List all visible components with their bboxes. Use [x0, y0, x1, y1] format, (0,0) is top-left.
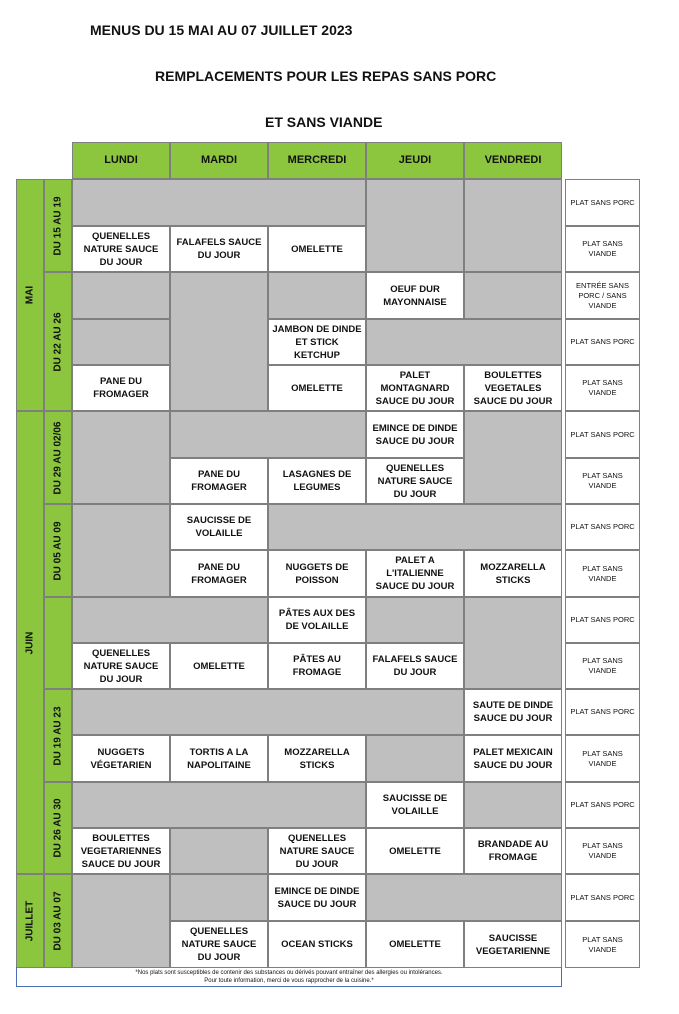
row-label: PLAT SANS PORC	[565, 597, 640, 643]
dish-cell: SAUTE DE DINDE SAUCE DU JOUR	[464, 689, 562, 735]
menu-title: MENUS DU 15 MAI AU 07 JUILLET 2023	[90, 22, 353, 38]
row-label: PLAT SANS PORC	[565, 179, 640, 226]
dish-cell: PALET MEXICAIN SAUCE DU JOUR	[464, 735, 562, 782]
empty-cell	[464, 597, 562, 689]
dish-cell: OMELETTE	[268, 365, 366, 411]
week-label: DU 19 AU 23	[44, 689, 72, 782]
empty-cell	[72, 597, 268, 643]
week-label-empty	[44, 597, 72, 689]
dish-cell: OCEAN STICKS	[268, 921, 366, 968]
row-label: PLAT SANS VIANDE	[565, 365, 640, 411]
footnote-line-1: *Nos plats sont susceptibles de contenir des substances ou dérivés pouvant entraîner des allergies ou intolérances.	[135, 970, 443, 976]
allergy-footnote	[16, 967, 562, 987]
empty-cell	[72, 782, 366, 828]
menu-subtitle: REMPLACEMENTS POUR LES REPAS SANS PORC	[155, 68, 497, 84]
row-label: PLAT SANS VIANDE	[565, 458, 640, 504]
row-label: PLAT SANS VIANDE	[565, 828, 640, 874]
empty-cell	[366, 179, 464, 272]
dish-cell: PÂTES AU FROMAGE	[268, 643, 366, 689]
row-label: PLAT SANS PORC	[565, 782, 640, 828]
dish-cell: QUENELLES NATURE SAUCE DU JOUR	[72, 226, 170, 272]
dish-cell: FALAFELS SAUCE DU JOUR	[366, 643, 464, 689]
dish-cell: NUGGETS DE POISSON	[268, 550, 366, 597]
dish-cell: JAMBON DE DINDE ET STICK KETCHUP	[268, 319, 366, 365]
empty-cell	[464, 411, 562, 504]
empty-cell	[464, 179, 562, 272]
row-label: PLAT SANS PORC	[565, 319, 640, 365]
empty-cell	[268, 504, 562, 550]
empty-cell	[72, 272, 170, 319]
row-label: PLAT SANS PORC	[565, 874, 640, 921]
dish-cell: BOULETTES VEGETALES SAUCE DU JOUR	[464, 365, 562, 411]
dish-cell: QUENELLES NATURE SAUCE DU JOUR	[268, 828, 366, 874]
row-label: ENTRÉE SANS PORC / SANS VIANDE	[565, 272, 640, 319]
empty-cell	[170, 272, 268, 411]
empty-cell	[72, 179, 366, 226]
dish-cell: PALET MONTAGNARD SAUCE DU JOUR	[366, 365, 464, 411]
dish-cell: QUENELLES NATURE SAUCE DU JOUR	[170, 921, 268, 968]
week-label: DU 26 AU 30	[44, 782, 72, 874]
dish-cell: MOZZARELLA STICKS	[464, 550, 562, 597]
month-juin: JUIN	[16, 411, 44, 874]
dish-cell: OMELETTE	[366, 921, 464, 968]
menu-grid	[16, 142, 562, 968]
dish-cell: OEUF DUR MAYONNAISE	[366, 272, 464, 319]
dish-cell: EMINCE DE DINDE SAUCE DU JOUR	[268, 874, 366, 921]
row-label: PLAT SANS PORC	[565, 411, 640, 458]
menu-subtitle-2: ET SANS VIANDE	[265, 114, 383, 130]
week-label: DU 03 AU 07	[44, 874, 72, 968]
empty-cell	[170, 828, 268, 874]
empty-cell	[72, 874, 170, 968]
dish-cell: SAUCISSE DE VOLAILLE	[366, 782, 464, 828]
month-juillet: JUILLET	[16, 874, 44, 968]
day-header-jeudi: JEUDI	[366, 142, 464, 179]
week-label: DU 05 AU 09	[44, 504, 72, 597]
dish-cell: PANE DU FROMAGER	[170, 458, 268, 504]
footnote-line-2: Pour toute information, merci de vous rapprocher de la cuisine.*	[204, 978, 374, 984]
dish-cell: TORTIS A LA NAPOLITAINE	[170, 735, 268, 782]
empty-cell	[72, 689, 464, 735]
week-label: DU 29 AU 02/06	[44, 411, 72, 504]
dish-cell: OMELETTE	[268, 226, 366, 272]
dish-cell: PALET A L'ITALIENNE SAUCE DU JOUR	[366, 550, 464, 597]
dish-cell: QUENELLES NATURE SAUCE DU JOUR	[72, 643, 170, 689]
day-header-mercredi: MERCREDI	[268, 142, 366, 179]
row-label: PLAT SANS VIANDE	[565, 735, 640, 782]
empty-cell	[72, 319, 170, 365]
month-mai: MAI	[16, 179, 44, 411]
empty-cell	[366, 319, 562, 365]
row-label: PLAT SANS PORC	[565, 689, 640, 735]
dish-cell: BRANDADE AU FROMAGE	[464, 828, 562, 874]
empty-cell	[366, 597, 464, 643]
dish-cell: MOZZARELLA STICKS	[268, 735, 366, 782]
dish-cell: PÂTES AUX DES DE VOLAILLE	[268, 597, 366, 643]
empty-cell	[170, 874, 268, 921]
dish-cell: NUGGETS VÉGETARIEN	[72, 735, 170, 782]
row-label: PLAT SANS VIANDE	[565, 643, 640, 689]
empty-cell	[366, 874, 562, 921]
dish-cell: PANE DU FROMAGER	[72, 365, 170, 411]
dish-cell: OMELETTE	[366, 828, 464, 874]
empty-cell	[170, 411, 366, 458]
week-label: DU 22 AU 26	[44, 272, 72, 411]
empty-cell	[72, 504, 170, 597]
dish-cell: OMELETTE	[170, 643, 268, 689]
row-label: PLAT SANS VIANDE	[565, 550, 640, 597]
empty-cell	[268, 272, 366, 319]
dish-cell: SAUCISSE DE VOLAILLE	[170, 504, 268, 550]
dish-cell: QUENELLES NATURE SAUCE DU JOUR	[366, 458, 464, 504]
dish-cell: SAUCISSE VEGETARIENNE	[464, 921, 562, 968]
dish-cell: EMINCE DE DINDE SAUCE DU JOUR	[366, 411, 464, 458]
empty-cell	[366, 735, 464, 782]
row-label: PLAT SANS VIANDE	[565, 226, 640, 272]
row-label: PLAT SANS PORC	[565, 504, 640, 550]
empty-cell	[464, 782, 562, 828]
day-header-vendredi: VENDREDI	[464, 142, 562, 179]
dish-cell: LASAGNES DE LEGUMES	[268, 458, 366, 504]
row-label: PLAT SANS VIANDE	[565, 921, 640, 968]
dish-cell: BOULETTES VEGETARIENNES SAUCE DU JOUR	[72, 828, 170, 874]
day-header-mardi: MARDI	[170, 142, 268, 179]
empty-cell	[464, 272, 562, 319]
dish-cell: FALAFELS SAUCE DU JOUR	[170, 226, 268, 272]
dish-cell: PANE DU FROMAGER	[170, 550, 268, 597]
empty-cell	[72, 411, 170, 504]
week-label: DU 15 AU 19	[44, 179, 72, 272]
day-header-lundi: LUNDI	[72, 142, 170, 179]
